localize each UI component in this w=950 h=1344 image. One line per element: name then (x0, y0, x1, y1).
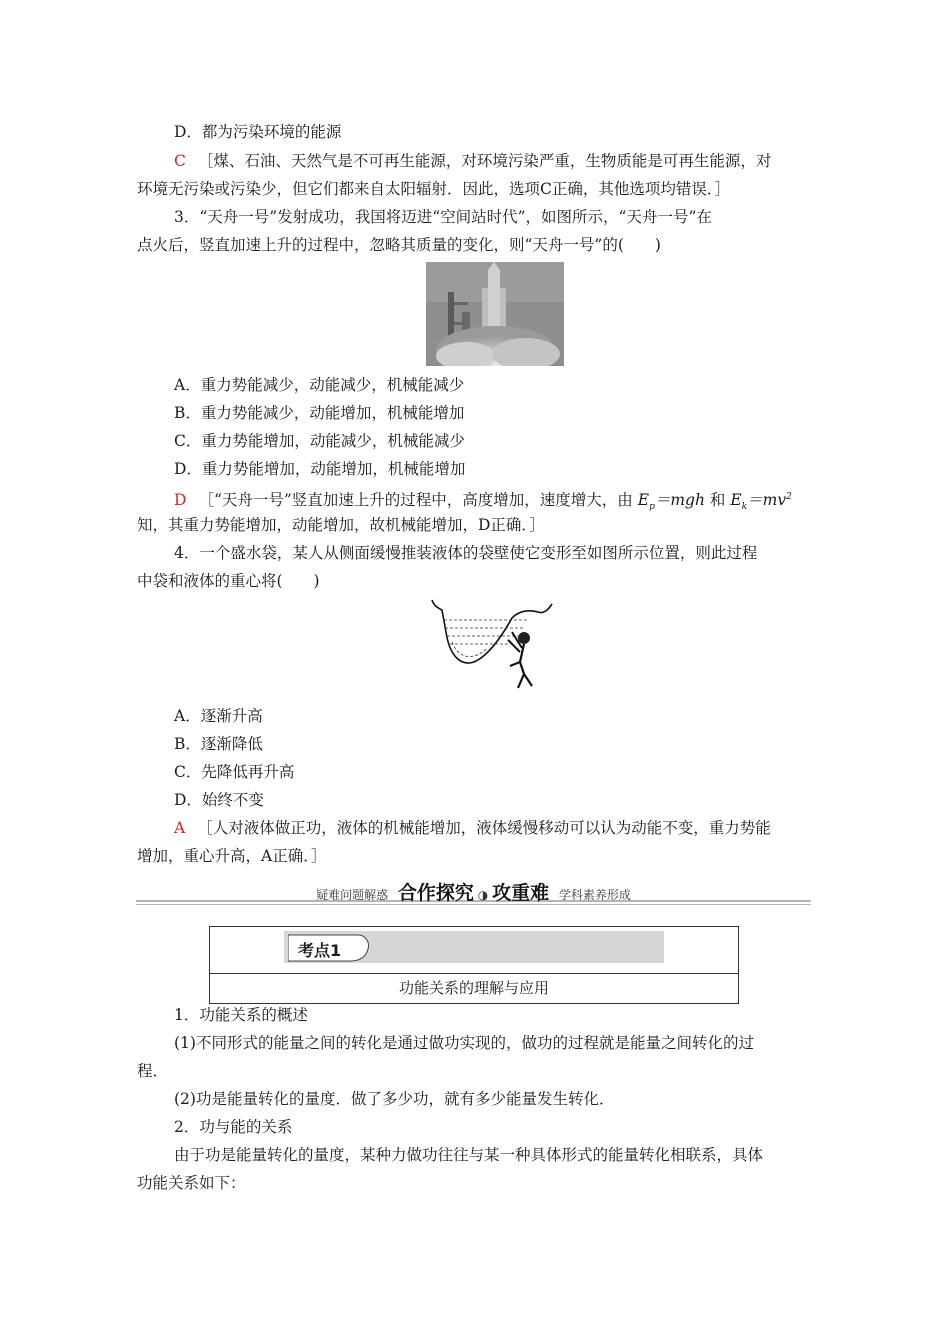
q4-stem-2: 中袋和液体的重心将( ) (137, 572, 320, 590)
q2-answer-letter: C (174, 152, 186, 170)
section-right-label: 学科素养形成 (558, 888, 631, 902)
q2-explanation-2: 环境无污染或污染少，但它们都来自太阳辐射．因此，选项C正确，其他选项均错误．］ (137, 180, 731, 198)
q4-stem-1: 4．一个盛水袋，某人从侧面缓慢推装液体的袋壁使它变形至如图所示位置，则此过程 (174, 544, 758, 562)
q3-explanation-1a: ［“天舟一号”竖直加速上升的过程中，高度增加，速度增大，由 (198, 491, 633, 510)
q3-option-a: A．重力势能减少，动能减少，机械能减少 (174, 376, 465, 394)
q4-option-c: C．先降低再升高 (174, 763, 295, 781)
q3-explanation-1b: 和 (709, 491, 726, 510)
section-header-band (136, 876, 811, 906)
q4-option-d: D．始终不变 (174, 791, 264, 809)
q3-answer (174, 487, 792, 517)
body-p4: 2．功与能的关系 (174, 1118, 293, 1136)
q3-option-b: B．重力势能减少，动能增加，机械能增加 (174, 404, 465, 422)
q4-answer (174, 818, 771, 838)
q2-answer (174, 151, 771, 171)
body-p2a: (1)不同形式的能量之间的转化是通过做功实现的，做功的过程就是能量之间转化的过 (174, 1034, 754, 1052)
body-p1: 1．功能关系的概述 (174, 1006, 308, 1024)
rocket-launch-photo (426, 262, 564, 366)
section-left-label: 疑难问题解惑 (316, 888, 389, 902)
q2-explanation-1: ［煤、石油、天然气是不可再生能源，对环境污染严重，生物质能是可再生能源，对 (197, 152, 772, 170)
q3-stem-2: 点火后，竖直加速上升的过程中，忽略其质量的变化，则“天舟一号”的( ) (137, 236, 661, 254)
kaodian-box (209, 926, 739, 1004)
q3-answer-letter: D (174, 491, 187, 510)
body-p5b: 功能关系如下： (137, 1174, 246, 1192)
q4-option-b: B．逐渐降低 (174, 735, 263, 753)
q3-option-c: C．重力势能增加，动能减少，机械能减少 (174, 432, 465, 450)
q3-stem-1: 3．“天舟一号”发射成功，我国将迈进“空间站时代”，如图所示，“天舟一号”在 (174, 208, 712, 226)
potential-energy-formula: $E_p=mgh$ (637, 491, 705, 513)
body-p2b: 程． (137, 1062, 169, 1080)
q4-option-a: A．逐渐升高 (174, 707, 263, 725)
kaodian-title: 功能关系的理解与应用 (398, 979, 549, 997)
section-main-title-1: 合作探究 (397, 882, 474, 904)
q4-explanation-1: ［人对液体做正功，液体的机械能增加，液体缓慢移动可以认为动能不变，重力势能 (197, 819, 771, 837)
q3-option-d: D．重力势能增加，动能增加，机械能增加 (174, 460, 466, 478)
kaodian-divider (210, 973, 738, 974)
section-arrow-icon: ◑ (477, 888, 489, 902)
q4-answer-letter: A (174, 819, 186, 837)
q2-option-d: D．都为污染环境的能源 (174, 123, 342, 141)
kaodian-mark-label: 考点1 (298, 941, 342, 960)
q3-explanation-2: 知，其重力势能增加，动能增加，故机械能增加，D正确．］ (137, 516, 545, 534)
body-p3: (2)功是能量转化的量度．做了多少功，就有多少能量发生转化． (174, 1090, 615, 1108)
kinetic-energy-formula: $E_k=mv^2$ (730, 491, 792, 513)
water-bag-figure (428, 596, 558, 696)
section-main-title-2: 攻重难 (492, 882, 550, 904)
body-p5a: 由于功是能量转化的量度，某种力做功往往与某一种具体形式的能量转化相联系，具体 (174, 1146, 764, 1164)
q4-explanation-2: 增加，重心升高，A正确．］ (137, 847, 327, 865)
section-header-text (136, 878, 811, 905)
kaodian-mark (288, 929, 370, 965)
